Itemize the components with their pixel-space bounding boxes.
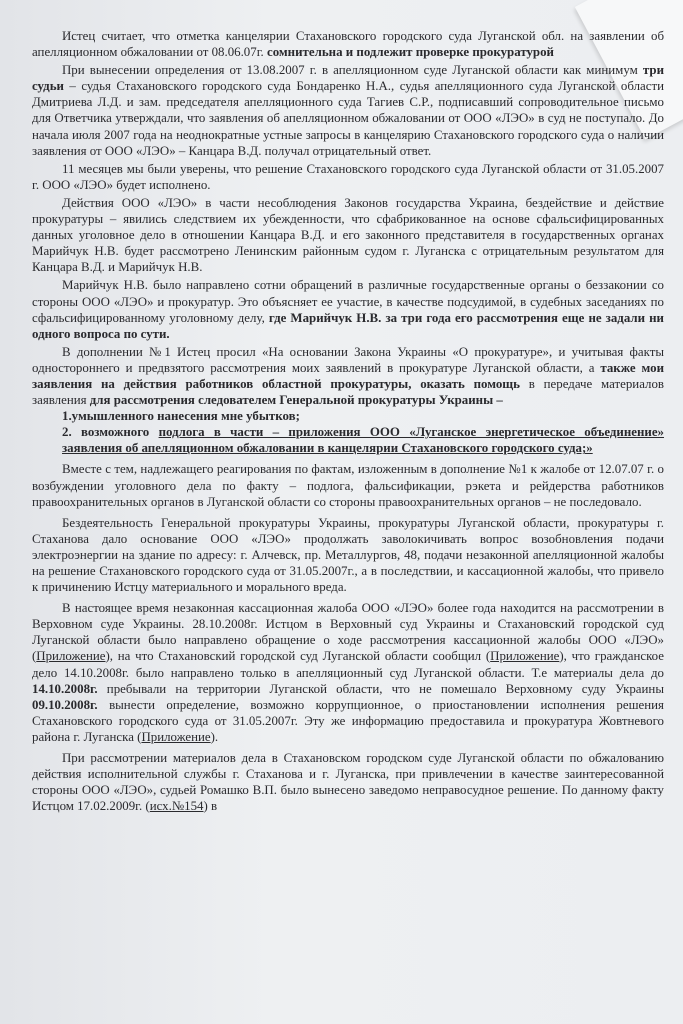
paragraph-4: Действия ООО «ЛЭО» в части несоблюдения Законов государства Украина, бездействие и действие прокуратуры – явились следствием их убежденности, что сфабрикованное на основе сфальсифицированных данных уголовное дело в отношении Канцара В.Д. и его законного представителя в государственных органах Марийчук Н.В. будет рассмотрено Ленинским районным судом г. Луганска с отрицательным результатом для Канцара В.Д. и Марийчук Н.В. bbox=[32, 195, 664, 275]
paragraph-5: Марийчук Н.В. было направлено сотни обращений в различные государственные органы о беззаконии со стороны ООО «ЛЭО» и прокуратур. Это объясняет ее участие, в качестве подсудимой, в судебных заседаниях по сфальсифицированному уголовному делу, где Марийчук Н.В. за три года его рассмотрения еще не задали ни одного вопроса по сути. bbox=[32, 278, 664, 341]
paragraph-2: При вынесении определения от 13.08.2007 г. в апелляционном суде Луганской области как минимум три судьи – судья Стахановского городского суда Бондаренко Н.А., судья апелляционного суда Луганской области Дмитриева Л.Д. и зам. председателя апелляционного суда Тагиев С.Р., подписавший сопроводительное письмо для Ответчика утверждали, что заявления об апелляционном обжаловании от ООО «ЛЭО» в суд не поступало. До начала июля 2007 года на неоднократные устные запросы в канцелярию Стахановского городского суда о наличии заявления от ООО «ЛЭО» – Канцара В.Д. получал отрицательный ответ. bbox=[32, 63, 664, 158]
document-body bbox=[32, 28, 664, 814]
paragraph-1: Истец считает, что отметка канцелярии Стахановского городского суда Луганской обл. на заявлении об апелляционном обжаловании от 08.06.07г. сомнительна и подлежит проверке прокуратурой bbox=[32, 29, 664, 60]
paragraph-8: Бездеятельность Генеральной прокуратуры Украины, прокуратуры Луганской области, прокуратуры г. Стаханова дало основание ООО «ЛЭО» продолжать заволокичивать вопрос возобновления подачи электроэнергии на здание по адресу: г. Алчевск, пр. Металлургов, 48, подачи незаконной апелляционной жалобы на решение Стахановского городского суда от 31.05.2007г., а в последствии, и кассационной жалобы, что привело к причинению Истцу материального и морального вреда. bbox=[32, 515, 664, 595]
paragraph-6: В дополнении №1 Истец просил «На основании Закона Украины «О прокуратуре», и учитывая факты одностороннего и предвзятого рассмотрения моих заявлений в прокуратуре Луганской области, а также мои заявления на действия работников областной прокуратуры, оказать помощь в передаче материалов заявления для рассмотрения следователем Генеральной прокуратуры Украины – bbox=[32, 344, 664, 408]
paragraph-9: В настоящее время незаконная кассационная жалоба ООО «ЛЭО» более года находится на рассмотрении в Верховном суде Украины. 28.10.2008г. Истцом в Верховный суд Украины и Стахановский городской суд Луганской области было направлено обращение о ходе рассмотрения кассационной жалобы ООО «ЛЭО» (Приложение), на что Стахановский городской суд Луганской области сообщил (Приложение), что гражданское дело 14.10.2008г. было направлено только в апелляционный суд Луганской области. Т.е материалы дела до 14.10.2008г. пребывали на территории Луганской области, что не помешало Верховному суду Украины 09.10.2008г. вынести определение, возможно коррупционное, о приостановлении исполнения решения Стахановского городского суда от 31.05.2007г. Эту же информацию предоставила и прокуратура Жовтневого района г. Луганска (Приложение). bbox=[32, 601, 664, 744]
appendix-link: Приложение bbox=[490, 649, 560, 664]
appendix-link: Приложение bbox=[141, 729, 211, 744]
paragraph-7: Вместе с тем, надлежащего реагирования по фактам, изложенным в дополнение №1 к жалобе от 12.07.07 г. о возбуждении уголовного дела по факту – подлога, фальсификации, рэкета и рейдерства работников правоохранительных органов в Луганской области со стороны правоохранительных органов – не последовало. bbox=[32, 462, 664, 509]
list-item-2: 2. возможного подлога в части – приложения ООО «Луганское энергетическое объединение» заявления об апелляционном обжаловании в канцелярии Стахановского городского суда;» bbox=[62, 425, 665, 456]
paragraph-3: 11 месяцев мы были уверены, что решение Стахановского городского суда Луганской области от 31.05.2007 г. ООО «ЛЭО» будет исполнено. bbox=[32, 161, 664, 192]
reference-link: исх.№154 bbox=[149, 799, 204, 814]
appendix-link: Приложение bbox=[36, 649, 106, 664]
corner-note bbox=[618, 0, 673, 24]
list-item-1: 1.умышленного нанесения мне убытков; bbox=[62, 409, 300, 424]
paragraph-10: При рассмотрении материалов дела в Стахановском городском суде Луганской области по обжалованию действия исполнительной службы г. Стаханова и г. Луганска, при привлечении в качестве заинтересованной стороны ООО «ЛЭО», судьей Ромашко В.П. было вынесено заведомо неправосудное решение. По данному факту Истцом 17.02.2009г. (исх.№154) в bbox=[32, 751, 664, 814]
